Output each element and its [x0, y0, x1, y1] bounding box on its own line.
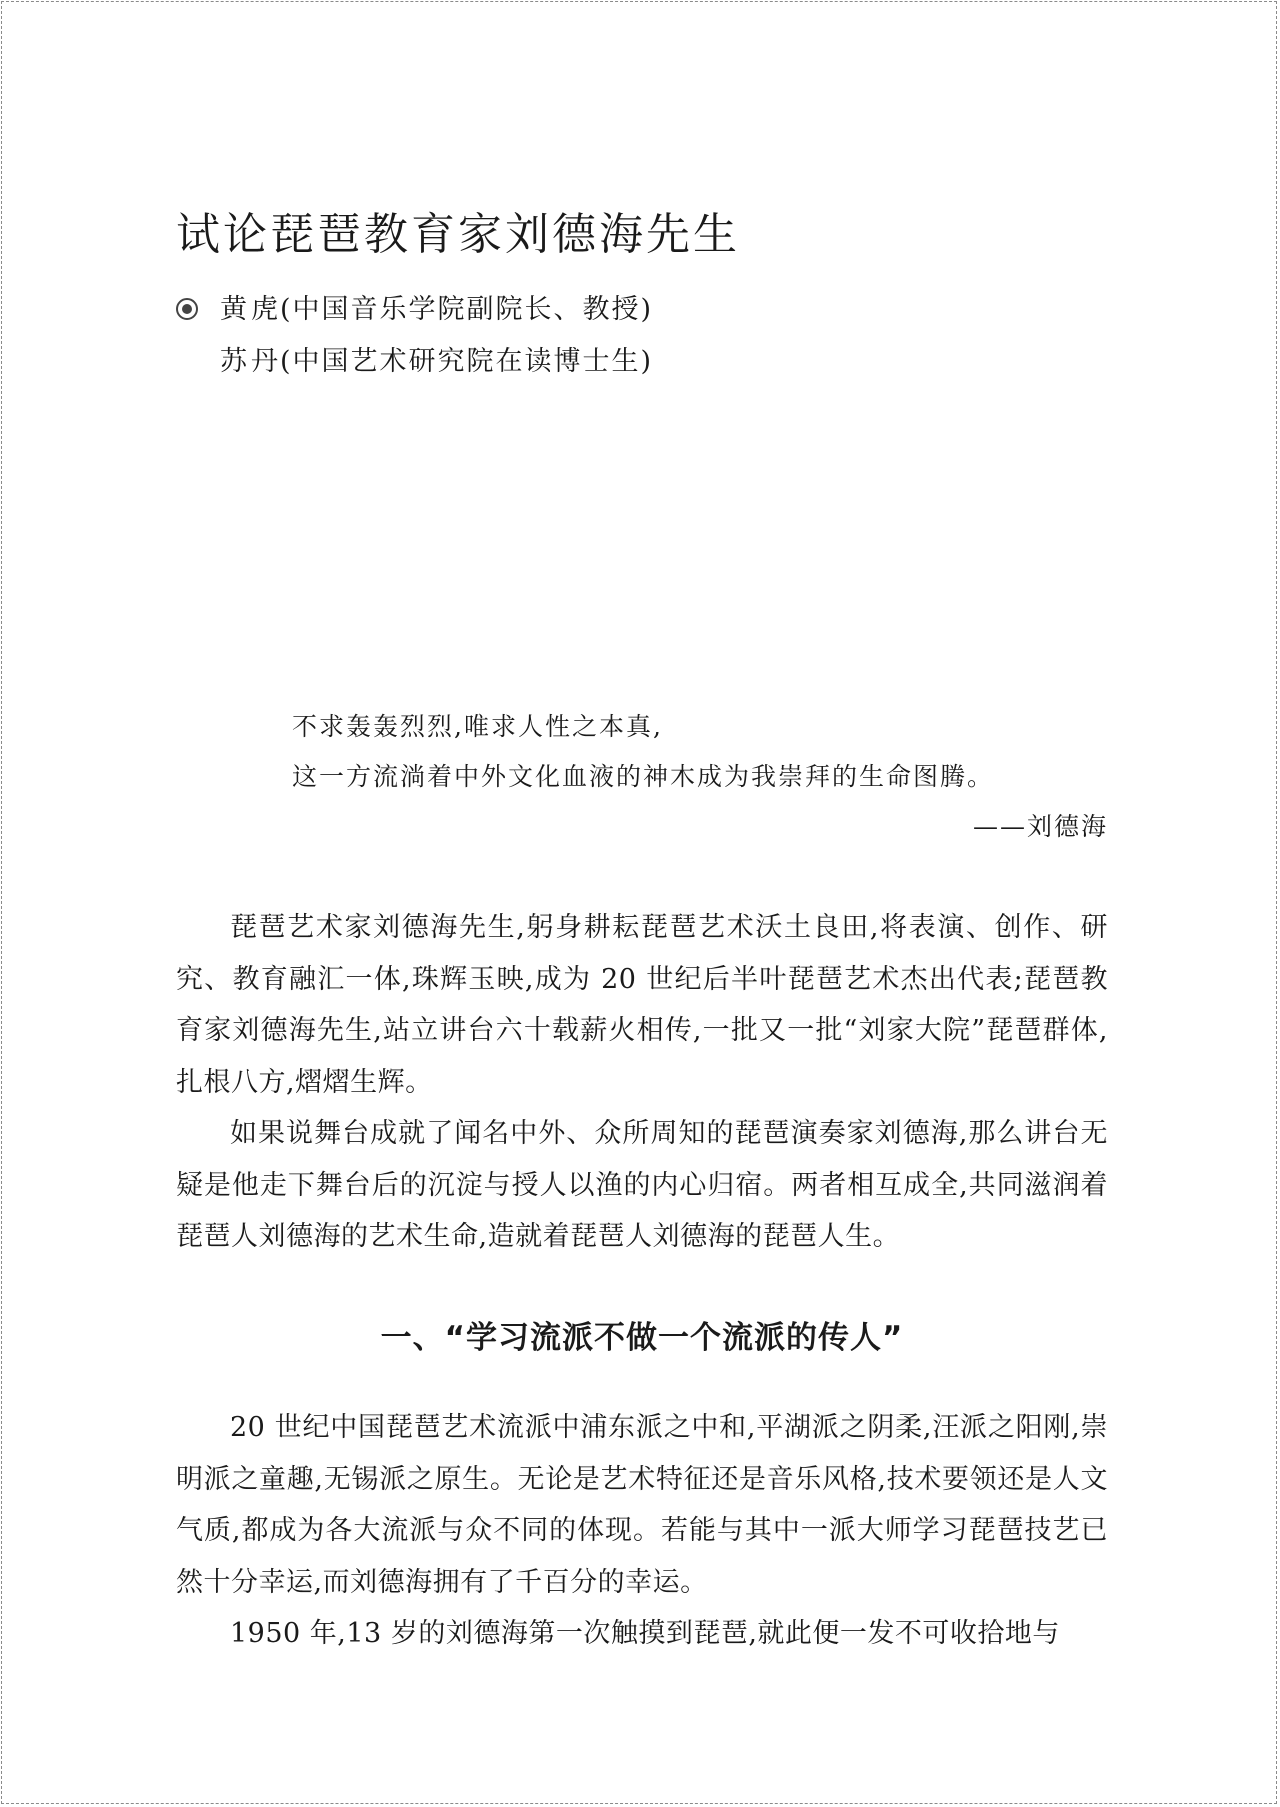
- author-affiliation: (中国艺术研究院在读博士生): [280, 346, 654, 377]
- author-name: [220, 290, 280, 330]
- epigraph: [292, 702, 1108, 852]
- section-text: [176, 1402, 1108, 1660]
- paragraph: 1950 年,13 岁的刘德海第一次触摸到琵琶,就此便一发不可收拾地与: [230, 1618, 1060, 1649]
- paragraph: 琵琶艺术家刘德海先生,躬身耕耘琵琶艺术沃土良田,将表演、创作、研究、教育融汇一体,珠辉玉映,成为 20 世纪后半叶琵琶艺术杰出代表;琵琶教育家刘德海先生,站立讲台六十载薪火相传,一批又一批“刘家大院”琵琶群体,扎根八方,熠熠生辉。: [176, 912, 1108, 1098]
- author-name-first: 苏: [220, 346, 249, 377]
- author-name-last: 丹: [251, 346, 280, 377]
- section-heading: 一、“学习流派不做一个流派的传人”: [380, 1320, 904, 1356]
- article-title: 试论琵琶教育家刘德海先生: [176, 209, 740, 260]
- author-name: [220, 342, 280, 382]
- epigraph-line: 这一方流淌着中外文化血液的神木成为我崇拜的生命图腾。: [292, 762, 995, 791]
- bullet-circle-icon: [176, 298, 198, 320]
- author-name-first: 黄: [220, 294, 249, 325]
- author-affiliation: (中国音乐学院副院长、教授): [280, 294, 654, 325]
- intro-text: [176, 902, 1108, 1263]
- paragraph: 如果说舞台成就了闻名中外、众所周知的琵琶演奏家刘德海,那么讲台无疑是他走下舞台后的沉淀与授人以渔的内心归宿。两者相互成全,共同滋润着琵琶人刘德海的艺术生命,造就着琵琶人刘德海的琵琶人生。: [176, 1118, 1108, 1252]
- paragraph: 20 世纪中国琵琶艺术流派中浦东派之中和,平湖派之阴柔,汪派之阳刚,崇明派之童趣,无锡派之原生。无论是艺术特征还是音乐风格,技术要领还是人文气质,都成为各大流派与众不同的体现。若能与其中一派大师学习琵琶技艺已然十分幸运,而刘德海拥有了千百分的幸运。: [176, 1412, 1108, 1598]
- epigraph-attribution: ——刘德海: [972, 812, 1108, 841]
- author-name-last: 虎: [251, 294, 280, 325]
- epigraph-line: 不求轰轰烈烈,唯求人性之本真,: [292, 712, 663, 741]
